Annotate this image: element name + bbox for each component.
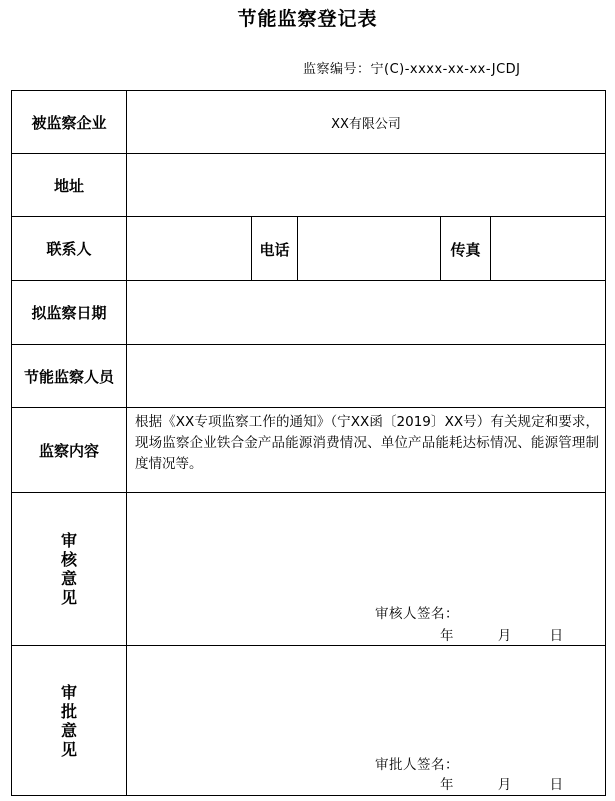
phone-value[interactable]: [298, 217, 441, 281]
approval-month: 月: [497, 777, 512, 793]
inspection-staff-value[interactable]: [127, 345, 606, 408]
inspection-staff-label: 节能监察人员: [12, 345, 127, 408]
review-opinion-area[interactable]: [127, 493, 606, 646]
fax-label: 传真: [441, 217, 491, 281]
address-label: 地址: [12, 154, 127, 217]
approval-label-char: 意: [60, 720, 77, 740]
review-month: 月: [497, 628, 512, 644]
company-value[interactable]: XX有限公司: [127, 91, 606, 154]
form-title: 节能监察登记表: [237, 8, 378, 30]
approval-day: 日: [549, 777, 564, 793]
company-label: 被监察企业: [12, 91, 127, 154]
inspection-content-value[interactable]: 根据《XX专项监察工作的通知》（宁XX函〔2019〕XX号）有关规定和要求，现场监察企业铁合金产品能源消费情况、单位产品能耗达标情况、能源管理制度情况等。: [127, 408, 606, 493]
review-label-char: 核: [60, 550, 77, 569]
inspection-content-label: 监察内容: [12, 408, 127, 493]
approval-label-char: 审: [60, 682, 77, 702]
approval-label-char: 批: [60, 701, 77, 721]
contact-value[interactable]: [127, 217, 252, 281]
contact-label: 联系人: [12, 217, 127, 281]
registration-form: [11, 90, 606, 796]
review-label-char: 见: [60, 588, 77, 607]
inspection-number: 监察编号：宁(C)-xxxx-xx-xx-JCDJ: [303, 62, 521, 77]
reviewer-signature-label: 审核人签名：: [375, 606, 459, 622]
approver-signature-label: 审批人签名：: [375, 757, 459, 773]
review-day: 日: [549, 628, 564, 644]
review-date-line: [440, 624, 563, 644]
review-label-char: 意: [60, 569, 77, 588]
review-year: 年: [440, 628, 454, 644]
phone-label: 电话: [252, 217, 298, 281]
review-label-char: 审: [60, 531, 77, 550]
approval-date-line: [440, 773, 563, 793]
inspection-date-value[interactable]: [127, 281, 606, 345]
inspection-date-label: 拟监察日期: [12, 281, 127, 345]
fax-value[interactable]: [491, 217, 606, 281]
approval-year: 年: [440, 777, 454, 793]
approval-opinion-label: [12, 646, 127, 796]
review-opinion-label: [12, 493, 127, 646]
address-value[interactable]: [127, 154, 606, 217]
approval-opinion-area[interactable]: [127, 646, 606, 796]
approval-label-char: 见: [60, 739, 77, 759]
